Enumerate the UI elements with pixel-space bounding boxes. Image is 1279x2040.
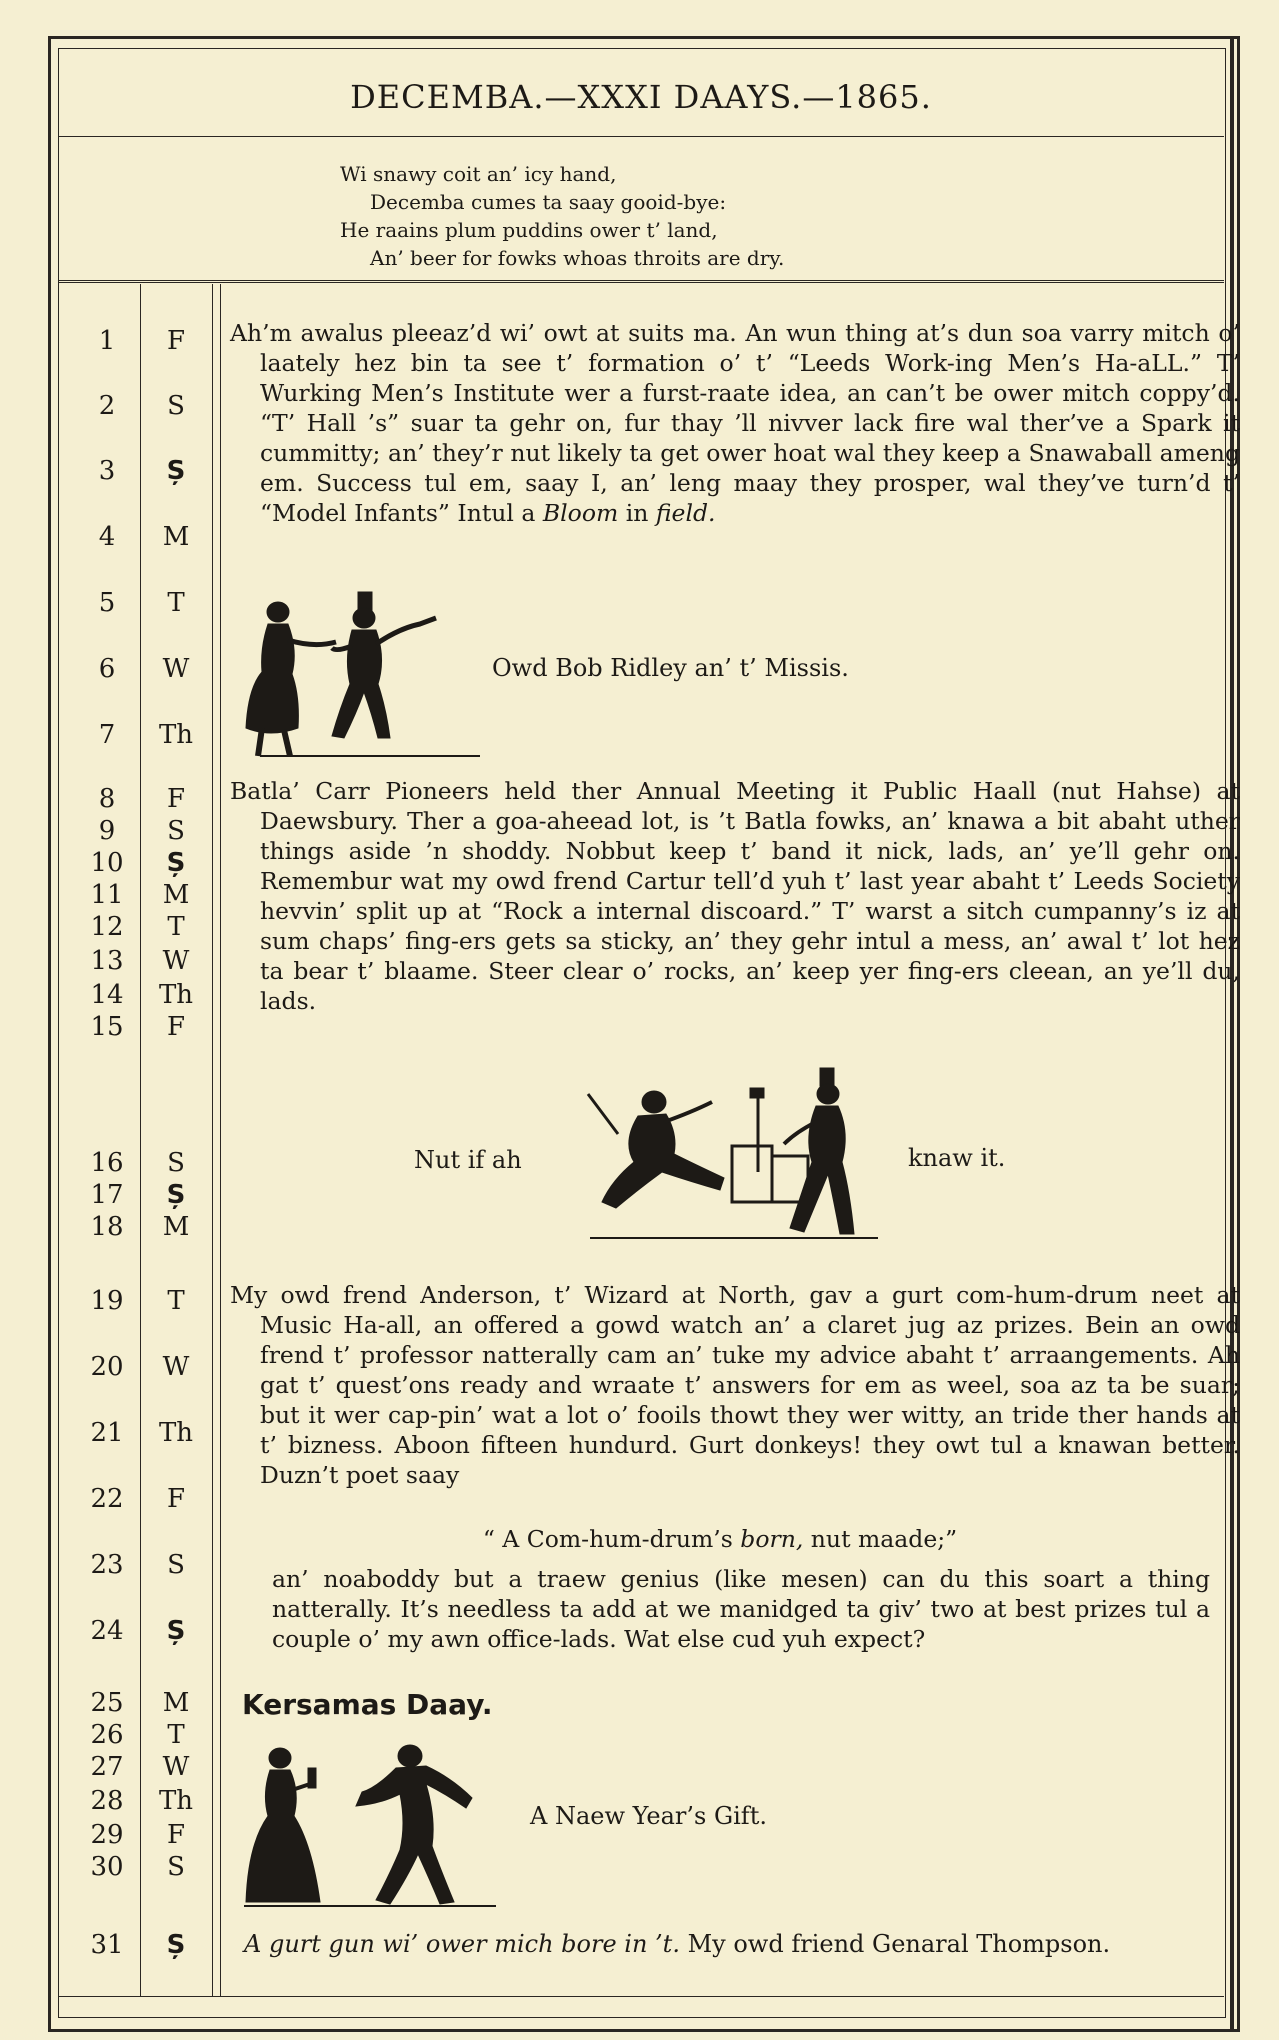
poem-rule [58,280,1224,283]
day-number: 22 [90,1484,124,1514]
poem-line: Decemba cumes ta saay gooid-bye: [370,190,727,214]
day-number: 31 [90,1930,124,1960]
kersamas-heading: Kersamas Daay. [242,1688,493,1721]
day-letter: W [162,654,190,684]
day-number: 9 [98,816,116,846]
page-title: DECEMBA.—XXXI DAAYS.—1865. [350,78,932,116]
day-number: 30 [90,1852,124,1882]
day-letter: F [166,1820,186,1850]
day-letter: Ș [166,1930,186,1960]
caption-knaw-it: knaw it. [908,1144,1006,1172]
day-number: 1 [98,326,116,356]
day-number: 5 [98,588,116,618]
day-number: 28 [90,1786,124,1816]
day-letter: Th [158,980,194,1010]
day-letter: F [166,326,186,356]
day-number: 27 [90,1752,124,1782]
day-letter: T [167,1720,185,1750]
letter-column-rule-2 [220,284,221,1996]
day-letter: M [162,522,190,552]
illustration-nut-if-ah-knaw-it [582,1062,882,1252]
day-letter: M [162,1212,190,1242]
day-number: 12 [90,912,124,942]
day-number: 19 [90,1286,124,1316]
day-letter: T [167,912,185,942]
paragraph-batla-carr-pioneers: Batla’ Carr Pioneers held ther Annual Meeting it Public Haall (nut Hahse) at Daewsbury. Ther a goa-aheead lot, is ’t Batla fowks, an’ knawa a bit abaht uther things aside ’n shoddy. Nobbut keep t’ band it nick, lads, an’ ye’ll gehr on. Remembur wat my owd frend Cartur tell’d yuh t’ last year abaht t’ Leeds Society hevvin’ split up at “Rock a internal discoard.” T’ warst a sitch cumpanny’s iz at sum chaps’ fing-ers gets sa sticky, an’ they gehr intul a mess, an’ awal t’ lot hez ta bear t’ blaame. Steer clear o’ rocks, an’ keep yer fing-ers cleean, an ye’ll du, lads. [230,777,1240,1015]
poem-line: Wi snawy coit an’ icy hand, [340,162,617,186]
day-number: 17 [90,1180,124,1210]
day-letter: M [162,880,190,910]
day-letter: S [167,816,185,846]
day-letter: W [162,1752,190,1782]
day-letter: F [166,1484,186,1514]
paragraph-leeds-working-mens-hall: Ah’m awalus pleeaz’d wi’ owt at suits ma. An wun thing at’s dun soa varry mitch o’ laately hez bin ta see t’ formation o’ t’ “Leeds Work-ing Men’s Ha-aLL.” T’ Wurking Men’s Institute wer a furst-raate idea, an can’t be ower mitch coppy’d. “T’ Hall ’s” suar ta gehr on, fur thay ’ll nivver lack fire wal ther’ve a Spark it cummitty; an’ they’r nut likely ta get ower hoat wal they keep a Snawaball ameng em. Success tul em, saay I, an’ leng maay they prosper, wal they’ve turn’d t’ “Model Infants” Intul a Bloom in field. [230,319,1240,527]
day-number: 6 [98,654,116,684]
day-number: 15 [90,1012,124,1042]
day-letter: Th [158,1418,194,1448]
title-rule [58,136,1224,137]
day-letter: F [166,1012,186,1042]
day-number: 4 [98,522,116,552]
day-number: 2 [98,391,116,421]
day-number: 18 [90,1212,124,1242]
day-letter: S [167,1550,185,1580]
day-number: 10 [90,848,124,878]
day-letter: F [166,784,186,814]
day-letter: Ș [166,848,186,878]
caption-naew-years-gift: A Naew Year’s Gift. [530,1802,767,1830]
day-number: 25 [90,1688,124,1718]
day-number: 7 [98,720,116,750]
poem-line: An’ beer for fowks whoas throits are dry. [370,246,785,270]
day-number: 11 [90,880,124,910]
day-letter: W [162,1352,190,1382]
day-number: 3 [98,456,116,486]
caption-nut-if-ah: Nut if ah [414,1146,522,1174]
caption-bob-ridley: Owd Bob Ridley an’ t’ Missis. [492,654,849,682]
day-letter: T [167,1286,185,1316]
day-letter: Ș [166,1180,186,1210]
illustration-naew-years-gift [240,1734,504,1914]
closing-line: A gurt gun wi’ ower mich bore in ’t. My owd friend Genaral Thompson. [244,1930,1111,1958]
day-number: 29 [90,1820,124,1850]
day-number: 21 [90,1418,124,1448]
day-number: 23 [90,1550,124,1580]
paragraph-genius: an’ noaboddy but a traew genius (like mesen) can du this soart a thing natterally. It’s needless ta add at we manidged ta giv’ two at best prizes tul a couple o’ my awn office-lads. Wat else cud yuh expect? [272,1565,1210,1653]
day-letter: Th [158,720,194,750]
day-letter: S [167,1148,185,1178]
poem [330,160,950,272]
day-letter: T [167,588,185,618]
paragraph-anderson-wizard: My owd frend Anderson, t’ Wizard at North, gav a gurt com-hum-drum neet at Music Ha-all, an offered a gowd watch an’ a claret jug az prizes. Bein an owd frend t’ professor natterally cam an’ tuke my advice abaht t’ arraangements. Ah gat t’ quest’ons ready and wraate t’ answers for em as weel, soa az ta be suar; but it wer cap-pin’ wat a lot o’ fooils thowt they wer witty, an tride ther hands at t’ bizness. Aboon fifteen hundurd. Gurt donkeys! they owt tul a knawan better. Duzn’t poet saay [230,1281,1240,1489]
day-letter: W [162,946,190,976]
day-letter: Th [158,1786,194,1816]
quotation: “ A Com-hum-drum’s born, nut maade;” [482,1525,958,1553]
poem-line: He raains plum puddins ower t’ land, [340,218,718,242]
day-number: 24 [90,1616,124,1646]
day-number: 16 [90,1148,124,1178]
day-letter: Ș [166,1616,186,1646]
day-number: 20 [90,1352,124,1382]
day-number: 13 [90,946,124,976]
day-letter: S [167,1852,185,1882]
day-letter: M [162,1688,190,1718]
day-number: 14 [90,980,124,1010]
day-number: 26 [90,1720,124,1750]
day-number: 8 [98,784,116,814]
illustration-bob-ridley-and-missis [240,588,490,764]
day-letter: S [167,391,185,421]
letter-column-rule [212,284,213,1996]
bottom-rule [58,1996,1224,1997]
day-letter: Ș [166,456,186,486]
